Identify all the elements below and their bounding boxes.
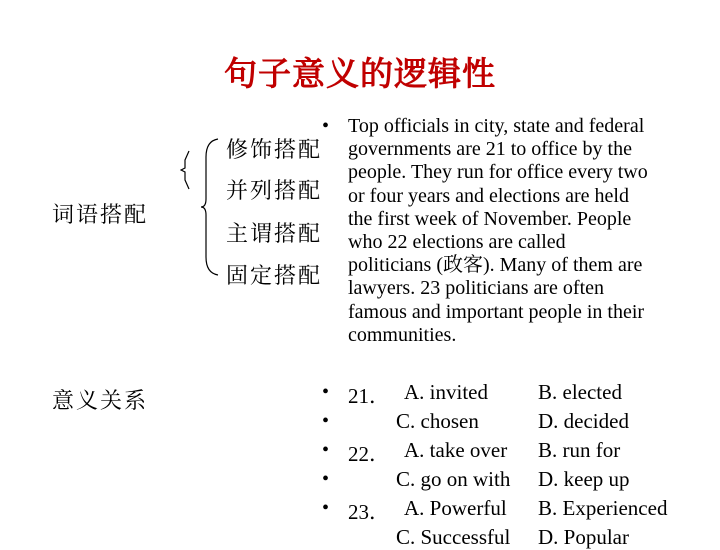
sub-item-modifier: 修饰搭配: [226, 138, 323, 163]
passage-line: who 22 elections are called: [348, 231, 566, 254]
sub-item-fixed: 固定搭配: [226, 264, 323, 289]
sub-item-subject-predicate: 主谓搭配: [226, 222, 323, 247]
option-left: A. invited: [404, 380, 488, 404]
option-left: C. chosen: [396, 409, 479, 433]
passage-line: politicians (政客). Many of them are: [348, 254, 643, 277]
option-right: D. keep up: [538, 467, 630, 491]
option-bullet: •: [322, 410, 330, 432]
sub-item-coordinate: 并列搭配: [226, 179, 323, 204]
option-bullet: •: [322, 439, 330, 461]
passage-line: famous and important people in their: [348, 300, 645, 323]
option-right: D. Popular: [538, 525, 629, 549]
option-bullet: •: [322, 497, 330, 519]
page-title: 句子意义的逻辑性: [224, 54, 496, 93]
passage-line: Top officials in city, state and federal: [348, 115, 645, 137]
option-number: 23．: [348, 500, 390, 524]
passage-paragraph: [348, 115, 716, 347]
option-number: 21．: [348, 384, 390, 408]
label-word-collocation: 词语搭配: [52, 203, 149, 228]
right-brace-icon: [200, 137, 220, 277]
option-right: B. run for: [538, 438, 621, 462]
option-bullet: •: [322, 468, 330, 490]
option-left: A. Powerful: [404, 496, 507, 520]
option-number: 22．: [348, 442, 390, 466]
passage-line: or four years and elections are held: [348, 184, 629, 207]
option-left: C. go on with: [396, 467, 511, 491]
left-brace-icon: [180, 150, 190, 190]
paragraph-bullet: •: [322, 115, 330, 137]
label-meaning-relation: 意义关系: [52, 389, 149, 414]
option-bullet: •: [322, 381, 330, 403]
option-right: B. elected: [538, 380, 622, 404]
option-left: C. Successful: [396, 525, 511, 549]
passage-line: governments are 21 to office by the: [348, 138, 632, 161]
option-left: A. take over: [404, 438, 508, 462]
passage-line: communities.: [348, 323, 457, 346]
passage-line: the first week of November. People: [348, 207, 632, 230]
option-right: B. Experienced: [538, 496, 668, 520]
option-right: D. decided: [538, 409, 629, 433]
passage-line: people. They run for office every two: [348, 161, 648, 184]
passage-line: lawyers. 23 politicians are often: [348, 277, 605, 300]
